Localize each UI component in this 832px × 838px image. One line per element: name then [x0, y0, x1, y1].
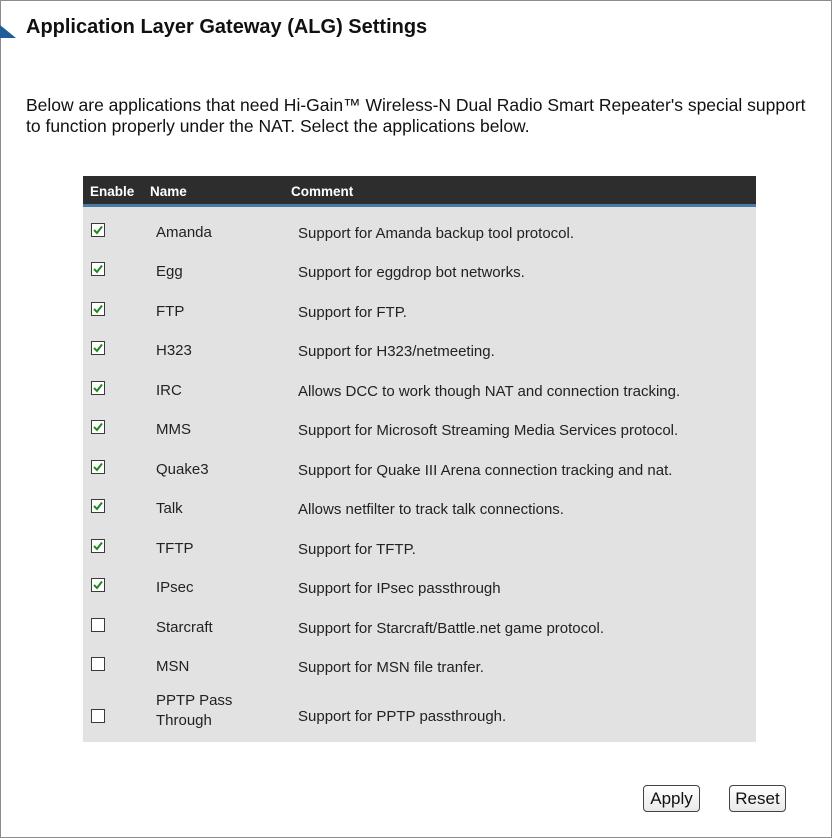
- apply-button[interactable]: Apply: [643, 785, 700, 812]
- table-row: [83, 655, 756, 690]
- app-comment: Support for IPsec passthrough: [298, 580, 501, 597]
- table-row: [83, 300, 756, 335]
- enable-checkbox[interactable]: [91, 223, 105, 237]
- app-name: IPsec: [156, 579, 194, 596]
- app-name: FTP: [156, 303, 185, 320]
- app-name: Amanda: [156, 224, 212, 241]
- app-name: H323: [156, 342, 192, 359]
- table-row: [83, 537, 756, 572]
- app-comment: Support for Starcraft/Battle.net game protocol.: [298, 620, 604, 637]
- header-name: Name: [150, 184, 187, 199]
- enable-checkbox[interactable]: [91, 341, 105, 355]
- enable-checkbox[interactable]: [91, 499, 105, 513]
- table-row: [83, 576, 756, 611]
- corner-marker-icon: [0, 25, 16, 38]
- app-comment: Support for Quake III Arena connection tracking and nat.: [298, 462, 673, 479]
- app-comment: Allows DCC to work though NAT and connection tracking.: [298, 383, 681, 400]
- enable-checkbox[interactable]: [91, 381, 105, 395]
- table-row: [83, 616, 756, 651]
- app-name: TFTP: [156, 540, 194, 557]
- enable-checkbox[interactable]: [91, 539, 105, 553]
- enable-checkbox[interactable]: [91, 578, 105, 592]
- enable-checkbox[interactable]: [91, 420, 105, 434]
- table-row: [83, 692, 756, 739]
- app-comment: Support for Amanda backup tool protocol.: [298, 225, 575, 242]
- enable-checkbox[interactable]: [91, 618, 105, 632]
- app-comment: Support for TFTP.: [298, 541, 416, 558]
- enable-checkbox[interactable]: [91, 262, 105, 276]
- app-name: Egg: [156, 263, 183, 280]
- enable-checkbox[interactable]: [91, 302, 105, 316]
- app-comment: Support for MSN file tranfer.: [298, 659, 484, 676]
- enable-checkbox[interactable]: [91, 657, 105, 671]
- app-comment: Support for H323/netmeeting.: [298, 343, 495, 360]
- table-row: [83, 339, 756, 374]
- page-description: Below are applications that need Hi-Gain™ Wireless-N Dual Radio Smart Repeater's special support to function properly under the NAT. Select the applications below.: [26, 95, 806, 136]
- app-comment: Support for Microsoft Streaming Media Services protocol.: [298, 422, 679, 439]
- app-name: MMS: [156, 421, 191, 438]
- table-row: [83, 379, 756, 414]
- app-name: PPTP Pass Through: [156, 692, 233, 729]
- app-comment: Support for PPTP passthrough.: [298, 708, 507, 725]
- page-title: Application Layer Gateway (ALG) Settings: [26, 16, 428, 38]
- table-row: [83, 221, 756, 256]
- app-comment: Support for FTP.: [298, 304, 407, 321]
- app-comment: Allows netfilter to track talk connections.: [298, 501, 564, 518]
- app-name: Starcraft: [156, 619, 213, 636]
- alg-table: [83, 176, 756, 742]
- table-header: [83, 176, 756, 207]
- enable-checkbox[interactable]: [91, 460, 105, 474]
- header-comment: Comment: [291, 184, 354, 199]
- reset-button[interactable]: Reset: [729, 785, 786, 812]
- app-name: Talk: [156, 500, 183, 517]
- table-row: [83, 497, 756, 532]
- table-row: [83, 458, 756, 493]
- app-name: Quake3: [156, 461, 209, 478]
- table-row: [83, 418, 756, 453]
- app-name: IRC: [156, 382, 182, 399]
- app-comment: Support for eggdrop bot networks.: [298, 264, 525, 281]
- app-name: MSN: [156, 658, 190, 675]
- header-enable: Enable: [90, 184, 135, 199]
- table-row: [83, 260, 756, 295]
- enable-checkbox[interactable]: [91, 709, 105, 723]
